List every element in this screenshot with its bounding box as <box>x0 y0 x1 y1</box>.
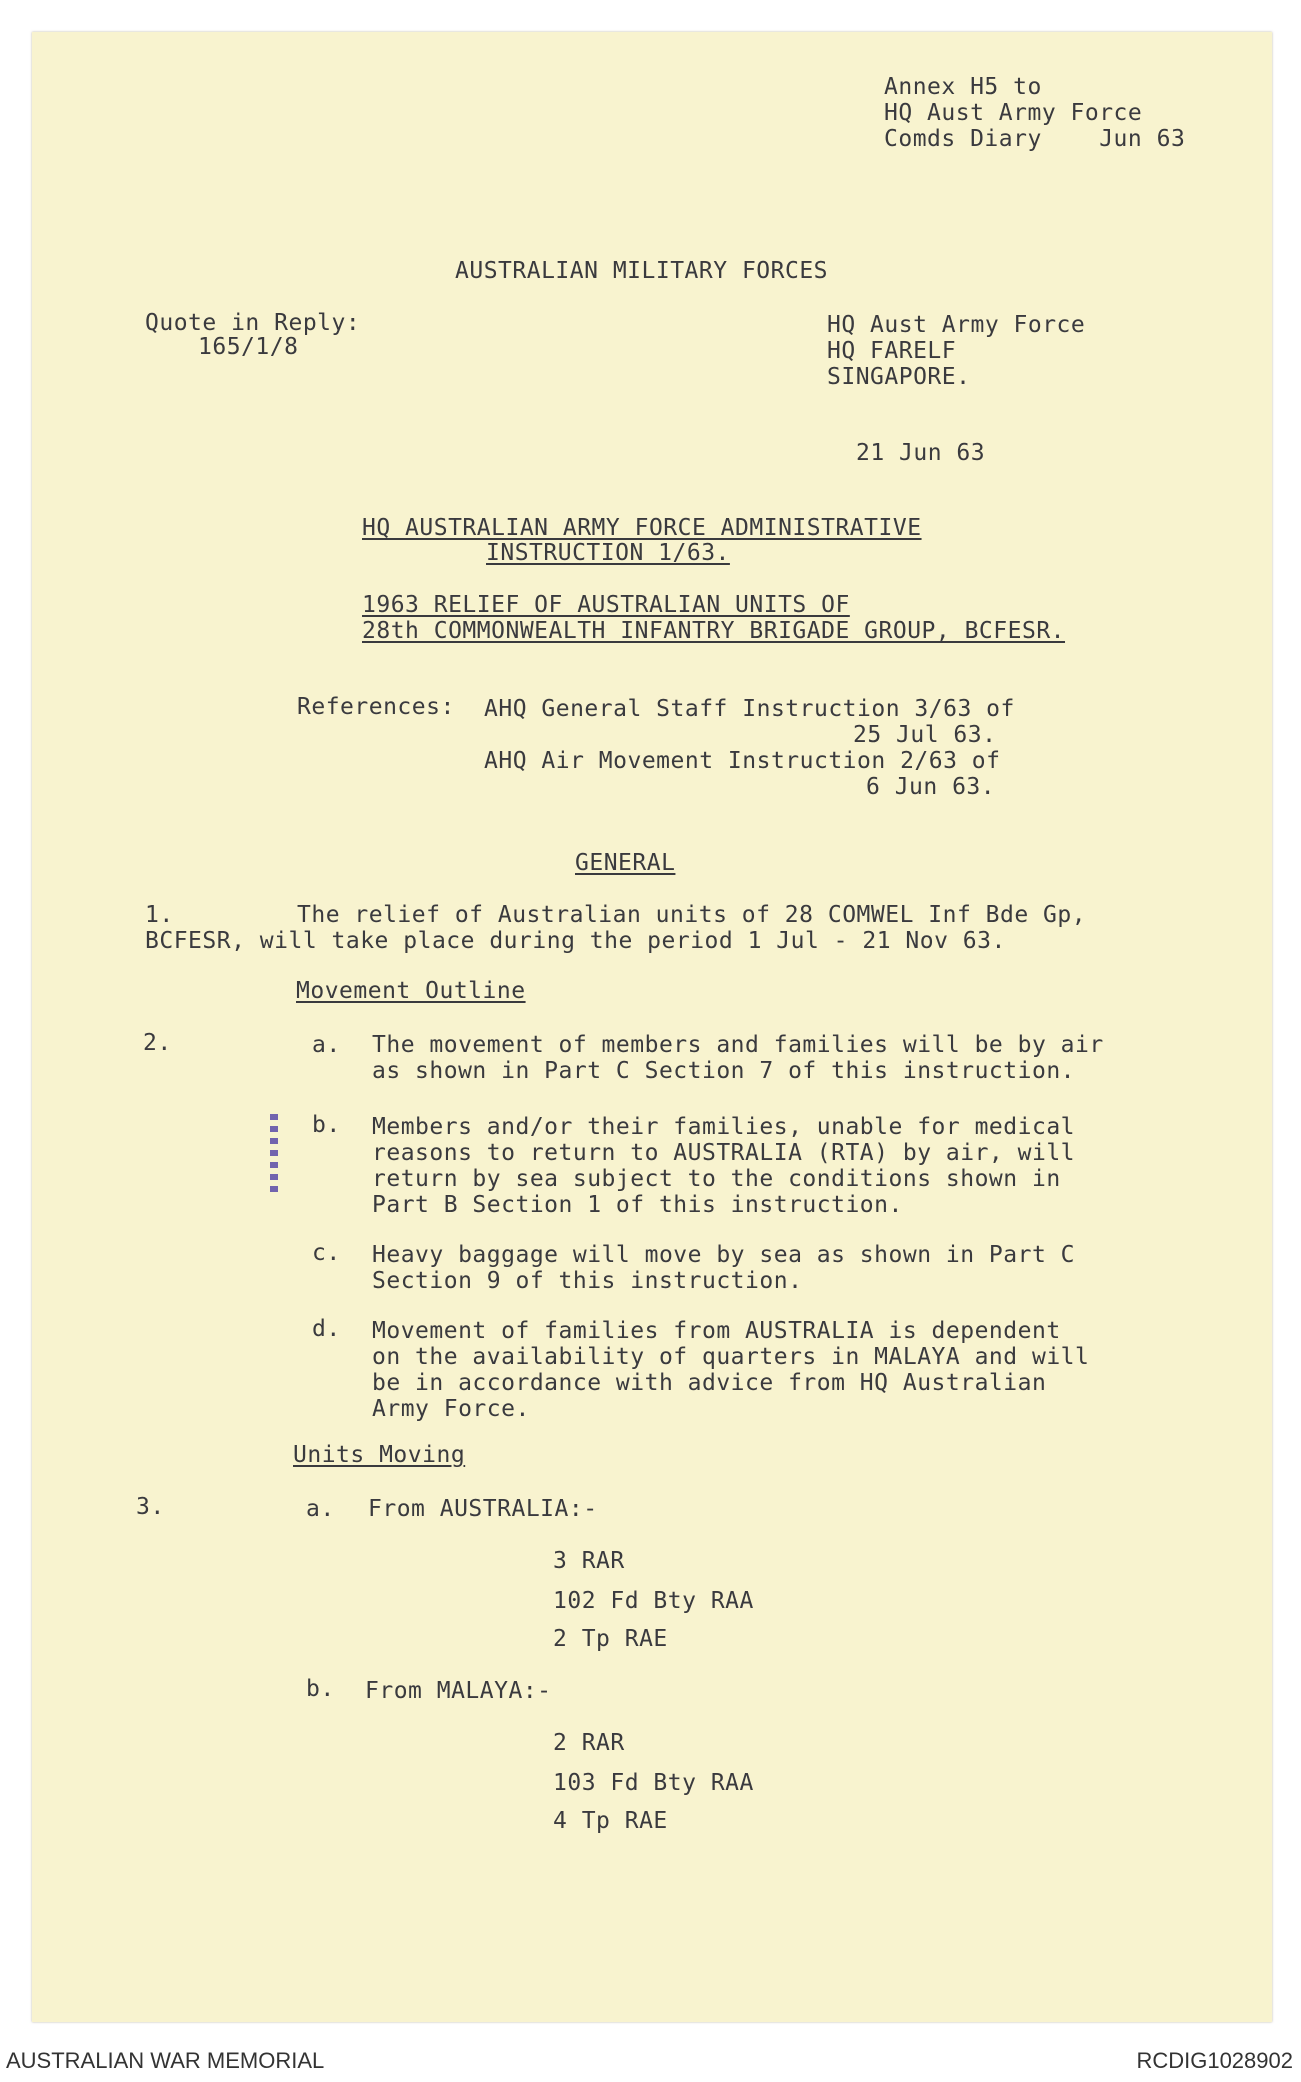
para-1-line-2: BCFESR, will take place during the period 1 Jul - 21 Nov 63. <box>145 928 1006 954</box>
units-a-label: From AUSTRALIA:- <box>368 1496 598 1522</box>
reference-1a: AHQ General Staff Instruction 3/63 of <box>484 696 1015 722</box>
item-c-letter: c. <box>312 1240 341 1266</box>
item-b-line-2: reasons to return to AUSTRALIA (RTA) by air, will <box>372 1140 1076 1166</box>
para-1-number: 1. <box>145 902 174 928</box>
para-3-number: 3. <box>136 1494 165 1520</box>
units-a-item-2: 102 Fd Bty RAA <box>553 1588 754 1614</box>
item-c-line-2: Section 9 of this instruction. <box>372 1268 803 1294</box>
item-a-letter: a. <box>312 1032 341 1058</box>
quote-reference: 165/1/8 <box>198 334 299 360</box>
subtitle-line-2: 28th COMMONWEALTH INFANTRY BRIGADE GROUP, BCFESR. <box>362 618 1066 644</box>
references-label: References: <box>297 694 455 720</box>
annex-line-3: Comds Diary Jun 63 <box>884 126 1186 152</box>
annex-line-2: HQ Aust Army Force <box>884 100 1143 126</box>
item-d-line-2: on the availability of quarters in MALAYA and will <box>372 1344 1090 1370</box>
units-b-letter: b. <box>306 1676 335 1702</box>
item-b-line-1: Members and/or their families, unable for medical <box>372 1114 1076 1140</box>
org-title: AUSTRALIAN MILITARY FORCES <box>455 258 829 284</box>
footer-source: AUSTRALIAN WAR MEMORIAL <box>6 2048 325 2073</box>
quote-label: Quote in Reply: <box>145 310 361 336</box>
units-moving-heading: Units Moving <box>293 1442 466 1468</box>
item-d-line-3: be in accordance with advice from HQ Australian <box>372 1370 1047 1396</box>
reference-2b: 6 Jun 63. <box>866 774 996 800</box>
document-date: 21 Jun 63 <box>856 440 986 466</box>
subtitle-line-1: 1963 RELIEF OF AUSTRALIAN UNITS OF <box>362 592 850 618</box>
annex-line-1: Annex H5 to <box>884 74 1042 100</box>
units-b-item-1: 2 RAR <box>553 1730 625 1756</box>
footer-identifier: RCDIG1028902 <box>1136 2048 1293 2073</box>
item-c-line-1: Heavy baggage will move by sea as shown in Part C <box>372 1242 1076 1268</box>
units-b-item-2: 103 Fd Bty RAA <box>553 1770 754 1796</box>
item-d-line-4: Army Force. <box>372 1396 530 1422</box>
ink-stamp-mark <box>270 1114 278 1196</box>
title-line-2: INSTRUCTION 1/63. <box>486 540 730 566</box>
units-a-item-1: 3 RAR <box>553 1548 625 1574</box>
address-line-3: SINGAPORE. <box>827 364 971 390</box>
item-d-letter: d. <box>312 1316 341 1342</box>
item-a-line-1: The movement of members and families will be by air <box>372 1032 1104 1058</box>
address-line-2: HQ FARELF <box>827 338 957 364</box>
title-line-1: HQ AUSTRALIAN ARMY FORCE ADMINISTRATIVE <box>362 515 922 541</box>
para-1-line-1: The relief of Australian units of 28 COMWEL Inf Bde Gp, <box>297 902 1087 928</box>
para-2-number: 2. <box>143 1030 172 1056</box>
item-b-line-3: return by sea subject to the conditions shown in <box>372 1166 1061 1192</box>
reference-1b: 25 Jul 63. <box>853 722 997 748</box>
item-a-line-2: as shown in Part C Section 7 of this instruction. <box>372 1058 1076 1084</box>
movement-outline-heading: Movement Outline <box>296 978 526 1004</box>
general-heading: GENERAL <box>575 850 676 876</box>
units-a-letter: a. <box>306 1496 335 1522</box>
reference-2a: AHQ Air Movement Instruction 2/63 of <box>484 748 1001 774</box>
units-a-item-3: 2 Tp RAE <box>553 1626 668 1652</box>
item-b-letter: b. <box>312 1112 341 1138</box>
item-d-line-1: Movement of families from AUSTRALIA is dependent <box>372 1318 1061 1344</box>
units-b-label: From MALAYA:- <box>365 1678 552 1704</box>
item-b-line-4: Part B Section 1 of this instruction. <box>372 1192 903 1218</box>
address-line-1: HQ Aust Army Force <box>827 312 1086 338</box>
units-b-item-3: 4 Tp RAE <box>553 1808 668 1834</box>
